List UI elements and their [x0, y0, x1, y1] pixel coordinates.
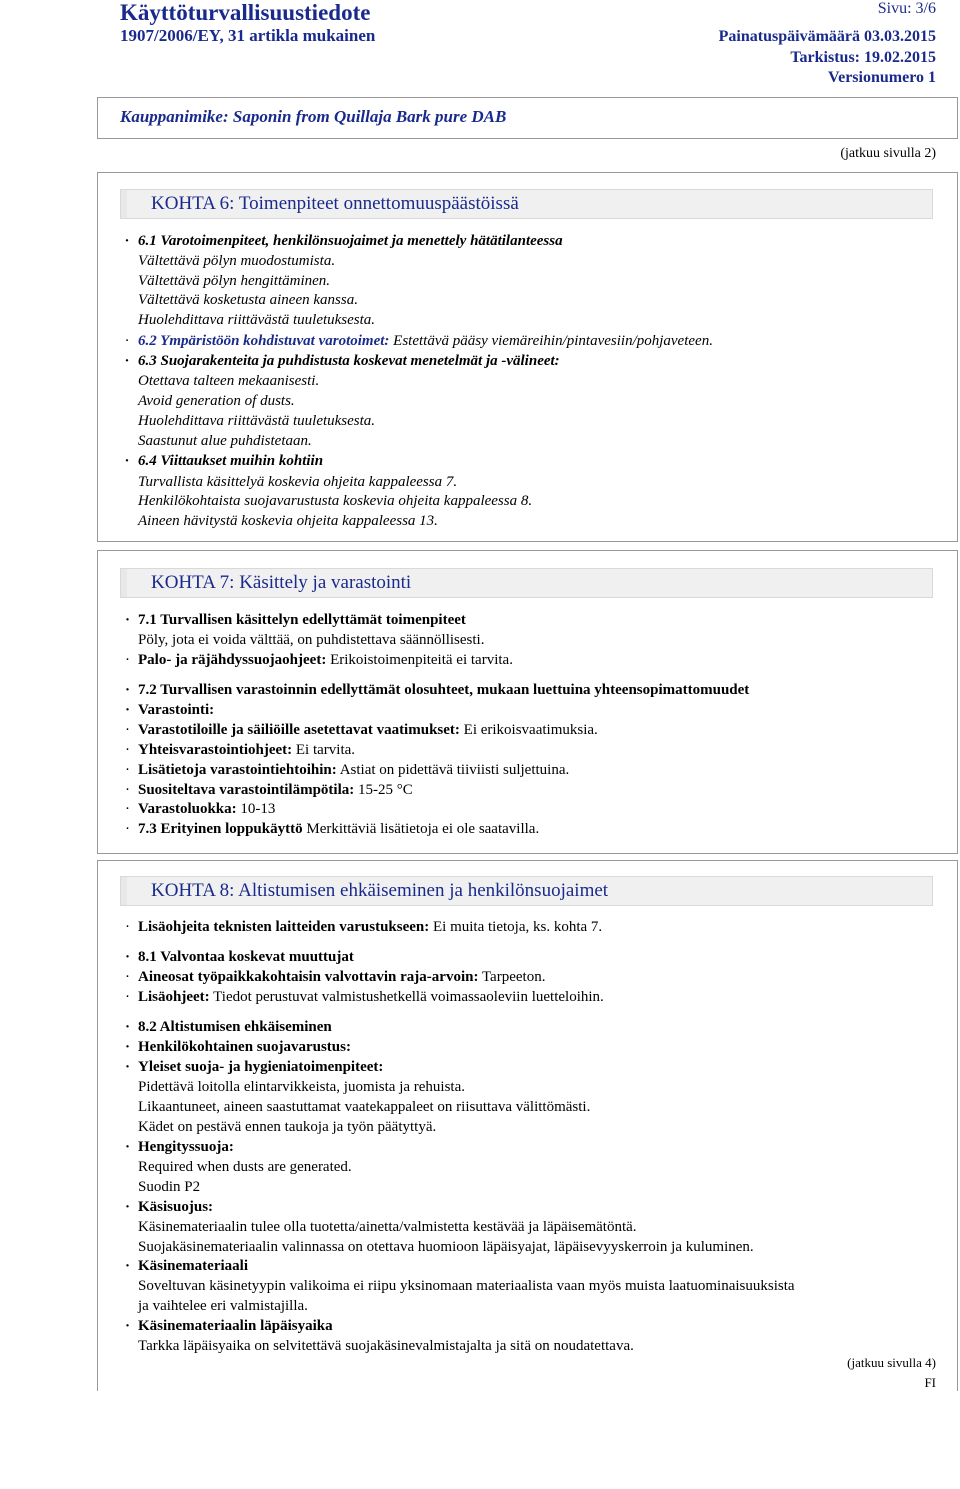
section-8-title: KOHTA 8: Altistumisen ehkäiseminen ja henkilönsuojaimet	[151, 880, 609, 901]
joint-storage: · Yhteisvarastointiohjeet: Ei tarvita.	[138, 742, 355, 759]
continued-to: (jatkuu sivulla 4)	[847, 1355, 936, 1370]
hand-protection-line: Käsinemateriaalin tulee olla tuotetta/ainetta/valmistetta kestävää ja läpäisemätöntä.	[138, 1219, 637, 1235]
s63-title: · 6.3 Suojarakenteita ja puhdistusta koskevat menetelmät ja -välineet:	[138, 353, 560, 370]
additional-info: · Lisäohjeet: Tiedot perustuvat valmistushetkellä voimassaoleviin luetteloihin.	[138, 989, 604, 1006]
s63-line: Saastunut alue puhdistetaan.	[138, 433, 312, 449]
storage-extra: · Lisätietoja varastointiehtoihin: Astiat on pidettävä tiiviisti suljettuina.	[138, 762, 569, 779]
hand-protection-line: Suojakäsinemateriaalin valinnassa on otettava huomioon läpäisyajat, läpäisevyyskerroin ja kuluminen.	[138, 1239, 754, 1255]
version-number: Versionumero 1	[828, 69, 936, 86]
trade-name-box	[97, 97, 958, 139]
language-code: FI	[924, 1375, 936, 1390]
hygiene-label: · Yleiset suoja- ja hygieniatoimenpiteet:	[138, 1059, 383, 1076]
print-date: Painatuspäivämäärä 03.03.2015	[718, 28, 936, 45]
ppe-label: · Henkilökohtainen suojavarustus:	[138, 1039, 351, 1056]
s64-line: Turvallista käsittelyä koskevia ohjeita kappaleessa 7.	[138, 474, 458, 490]
penetration-time-label: · Käsinemateriaalin läpäisyaika	[138, 1318, 333, 1335]
s61-line: Vältettävä pölyn hengittäminen.	[138, 273, 331, 289]
document-title: Käyttöturvallisuustiedote	[120, 0, 371, 25]
s63-line: Avoid generation of dusts.	[138, 393, 295, 409]
s81-title: · 8.1 Valvontaa koskevat muuttujat	[138, 949, 354, 966]
exposure-limits: · Aineosat työpaikkakohtaisin valvottavin raja-arvoin: Tarpeeton.	[138, 969, 545, 986]
s64-line: Aineen hävitystä koskevia ohjeita kappaleessa 13.	[138, 513, 438, 529]
hygiene-line: Pidettävä loitolla elintarvikkeista, juomista ja rehuista.	[138, 1079, 466, 1095]
regulation-subtitle: 1907/2006/EY, 31 artikla mukainen	[120, 26, 376, 45]
penetration-time-text: Tarkka läpäisyaika on selvitettävä suojakäsinevalmistajalta ja sitä on noudatettava.	[138, 1338, 634, 1354]
s71-title: · 7.1 Turvallisen käsittelyn edellyttämät toimenpiteet	[138, 612, 466, 629]
s63-line: Otettava talteen mekaanisesti.	[138, 373, 320, 389]
s64-line: Henkilökohtaista suojavarustusta koskevia ohjeita kappaleessa 8.	[138, 493, 533, 509]
s71-text: Pöly, jota ei voida välttää, on puhdistettava säännöllisesti.	[138, 632, 485, 648]
continued-from: (jatkuu sivulla 2)	[840, 146, 936, 161]
storage-label: · Varastointi:	[138, 702, 214, 719]
section-6-header	[120, 189, 933, 219]
s61-line: Vältettävä pölyn muodostumista.	[138, 253, 336, 269]
s61-line: Huolehdittava riittävästä tuuletuksesta.	[138, 312, 376, 328]
hygiene-line: Kädet on pestävä ennen taukoja ja työn päätyttyä.	[138, 1119, 437, 1135]
storage-temperature: · Suositeltava varastointilämpötila: 15-25 °C	[138, 782, 413, 799]
hand-protection-label: · Käsisuojus:	[138, 1199, 213, 1216]
s62-line: · 6.2 Ympäristöön kohdistuvat varotoimet: Estettävä pääsy viemäreihin/pintavesiin/pohjaveteen.	[138, 333, 713, 350]
section-7-title: KOHTA 7: Käsittely ja varastointi	[151, 572, 412, 593]
section-8	[97, 860, 958, 1391]
glove-material-label: · Käsinemateriaali	[138, 1258, 248, 1275]
s64-title: · 6.4 Viittaukset muihin kohtiin	[138, 453, 323, 470]
glove-material-line: Soveltuvan käsinetyypin valikoima ei riipu yksinomaan materiaalista vaan myös muista laatuominaisuuksista	[138, 1278, 795, 1294]
trade-name: Kauppanimike: Saponin from Quillaja Bark pure DAB	[120, 107, 507, 126]
respiratory-line: Suodin P2	[138, 1179, 201, 1195]
section-6	[97, 172, 958, 542]
s82-title: · 8.2 Altistumisen ehkäiseminen	[138, 1019, 332, 1036]
s72-title: · 7.2 Turvallisen varastoinnin edellyttämät olosuhteet, mukaan luettuina yhteensopimattomuudet	[138, 682, 749, 699]
respiratory-label: · Hengityssuoja:	[138, 1139, 234, 1156]
hygiene-line: Likaantuneet, aineen saastuttamat vaatekappaleet on riisuttava välittömästi.	[138, 1099, 591, 1115]
respiratory-line: Required when dusts are generated.	[138, 1159, 352, 1175]
tech-equipment: · Lisäohjeita teknisten laitteiden varustukseen: Ei muita tietoja, ks. kohta 7.	[138, 919, 602, 936]
fire-protection: · Palo- ja räjähdyssuojaohjeet: Erikoistoimenpiteitä ei tarvita.	[138, 652, 513, 669]
section-6-title: KOHTA 6: Toimenpiteet onnettomuuspäästöissä	[151, 193, 519, 214]
s63-line: Huolehdittava riittävästä tuuletuksesta.	[138, 413, 376, 429]
section-7-header	[120, 568, 933, 598]
s61-line: Vältettävä kosketusta aineen kanssa.	[138, 292, 358, 308]
section-8-header	[120, 876, 933, 906]
section-7	[97, 550, 958, 854]
storage-class: · Varastoluokka: 10-13	[138, 801, 275, 818]
storage-requirements: · Varastotiloille ja säiliöille asetettavat vaatimukset: Ei erikoisvaatimuksia.	[138, 722, 598, 739]
page-number: Sivu: 3/6	[877, 0, 936, 17]
revision-date: Tarkistus: 19.02.2015	[790, 49, 936, 66]
s61-title: · 6.1 Varotoimenpiteet, henkilönsuojaimet ja menettely hätätilanteessa	[138, 233, 563, 250]
glove-material-line: ja vaihtelee eri valmistajilla.	[138, 1298, 308, 1314]
s73-line: · 7.3 Erityinen loppukäyttö Merkittäviä lisätietoja ei ole saatavilla.	[138, 821, 539, 838]
